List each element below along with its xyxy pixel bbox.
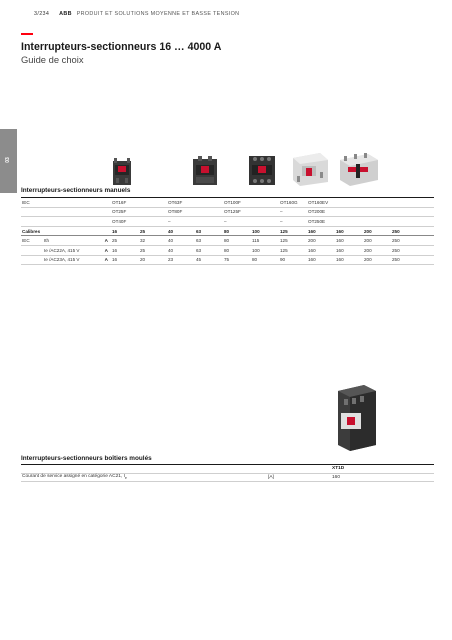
model-row [21, 217, 434, 227]
calibre-cell: 160 [308, 228, 316, 234]
page-header [34, 11, 239, 17]
rating-cell: 23 [168, 257, 174, 263]
model-cell [139, 217, 167, 227]
model-cell: OT63F [168, 199, 183, 205]
rating-cell: 160 [308, 257, 316, 263]
model-cell: IEC [22, 199, 30, 205]
rating-cell: 115 [252, 238, 260, 244]
model-row [21, 198, 434, 208]
rating-cell: 250 [392, 257, 400, 263]
calibre-cell [101, 226, 111, 236]
molded-column-header: XT1D [332, 466, 345, 472]
accent-bar [21, 33, 33, 35]
header-section: PRODUIT ET SOLUTIONS MOYENNE ET BASSE TENSION [76, 11, 240, 17]
rating-cell: Ith [44, 238, 50, 244]
molded-row-label: Courant de service assigné en catégorie AC21, $I_e$ [22, 474, 127, 481]
rating-cell: A [104, 257, 108, 263]
rating-cell: 100 [252, 247, 260, 253]
model-cell [21, 207, 43, 217]
rating-cell: 160 [308, 247, 316, 253]
model-cell: OT125F [224, 209, 241, 215]
model-cell [335, 207, 363, 217]
calibre-cell: 200 [364, 228, 372, 234]
model-cell [43, 217, 101, 227]
model-cell [195, 207, 223, 217]
calibre-cell: 16 [112, 228, 118, 234]
rating-cell: A [104, 247, 108, 253]
model-cell [363, 198, 391, 208]
calibre-cell: 80 [224, 228, 230, 234]
rating-cell: 250 [392, 238, 400, 244]
manual-section-heading: Interrupteurs-sectionneurs manuels [21, 187, 131, 194]
rating-cell: 125 [280, 247, 288, 253]
model-cell: OT100F [224, 199, 241, 205]
rating-row [21, 255, 434, 265]
product-image-ot63f [192, 155, 218, 187]
molded-unit: [A] [268, 474, 274, 480]
molded-value: 160 [332, 474, 341, 480]
rating-cell: 63 [196, 247, 202, 253]
calibre-cell: 63 [196, 228, 202, 234]
rating-cell [21, 255, 43, 265]
calibre-cell: 250 [392, 228, 400, 234]
rating-cell: 160 [336, 238, 344, 244]
rating-cell: 160 [336, 257, 344, 263]
model-cell [335, 217, 363, 227]
model-cell [21, 217, 43, 227]
page-title: Interrupteurs-sectionneurs 16 … 4000 A [21, 41, 222, 53]
model-cell [101, 207, 111, 217]
model-cell [43, 198, 101, 208]
rating-cell: 75 [224, 257, 230, 263]
rating-cell: 160 [336, 247, 344, 253]
calibre-cell: Calibres [22, 228, 41, 234]
calibre-row [21, 226, 434, 236]
molded-section-heading: Interrupteurs-sectionneurs boîtiers moulés [21, 455, 152, 462]
calibre-cell: 25 [140, 228, 146, 234]
model-cell [101, 217, 111, 227]
brand-name: ABB [59, 11, 72, 17]
model-cell: OT250E [308, 218, 326, 224]
model-cell: – [224, 218, 227, 224]
model-cell: – [168, 218, 171, 224]
model-cell [363, 207, 391, 217]
model-cell: – [280, 218, 283, 224]
product-image-ot100f [248, 153, 276, 187]
model-cell: OT160EV [308, 199, 329, 205]
model-cell [251, 217, 279, 227]
rating-cell: 40 [168, 247, 174, 253]
calibre-cell: 160 [336, 228, 344, 234]
rating-cell [21, 245, 43, 255]
rating-cell: 40 [168, 238, 174, 244]
rating-cell: 200 [364, 257, 372, 263]
rating-cell: 80 [224, 238, 230, 244]
product-image-ot16f [111, 157, 133, 187]
model-cell [251, 198, 279, 208]
model-cell: OT160G [280, 199, 298, 205]
model-cell [335, 198, 363, 208]
model-cell [251, 207, 279, 217]
model-cell [101, 198, 111, 208]
model-cell: OT40F [112, 218, 127, 224]
model-cell: OT200E [308, 209, 326, 215]
rating-cell: 25 [140, 247, 146, 253]
chapter-tab-label: 03 [5, 157, 11, 163]
rating-cell: 200 [364, 247, 372, 253]
product-image-ot160ev [338, 150, 380, 188]
molded-switch-table [21, 464, 434, 482]
model-cell: OT80F [168, 209, 183, 215]
rating-cell: 25 [112, 238, 118, 244]
page-subtitle: Guide de choix [21, 54, 84, 65]
rating-cell: 16 [112, 247, 118, 253]
rating-cell: 90 [280, 257, 286, 263]
model-cell: OT25F [112, 209, 127, 215]
model-row [21, 207, 434, 217]
rating-cell: 16 [112, 257, 118, 263]
product-image-ot160g [290, 150, 330, 188]
manual-switch-table [21, 197, 434, 265]
calibre-cell: 125 [280, 228, 288, 234]
rating-cell: 80 [252, 257, 258, 263]
molded-header-row [21, 465, 434, 474]
rating-cell: Ie /AC23A, 415 V [44, 257, 80, 263]
rating-cell: 63 [196, 238, 202, 244]
molded-data-row [21, 473, 434, 482]
rating-cell: 20 [140, 257, 146, 263]
rating-cell: 125 [280, 238, 288, 244]
rating-cell: A [104, 238, 108, 244]
model-cell [139, 198, 167, 208]
model-cell: OT16F [112, 199, 127, 205]
rating-row [21, 236, 434, 246]
calibre-cell: 40 [168, 228, 174, 234]
model-cell: – [280, 209, 283, 215]
rating-cell: Ie /AC22A, 415 V [44, 247, 80, 253]
rating-cell: 200 [364, 238, 372, 244]
model-cell [363, 217, 391, 227]
rating-cell: 250 [392, 247, 400, 253]
calibre-cell [43, 226, 101, 236]
calibre-cell: 100 [252, 228, 260, 234]
page-number: 3/234 [34, 11, 50, 17]
model-cell [195, 217, 223, 227]
model-cell [195, 198, 223, 208]
product-image-xt1d [334, 383, 378, 451]
model-cell [43, 207, 101, 217]
rating-cell: 32 [140, 238, 146, 244]
rating-cell: 45 [196, 257, 202, 263]
rating-cell: 80 [224, 247, 230, 253]
rating-cell: IEC [22, 238, 30, 244]
chapter-tab[interactable] [0, 129, 17, 193]
rating-cell: 200 [308, 238, 316, 244]
rating-row [21, 245, 434, 255]
model-cell [139, 207, 167, 217]
